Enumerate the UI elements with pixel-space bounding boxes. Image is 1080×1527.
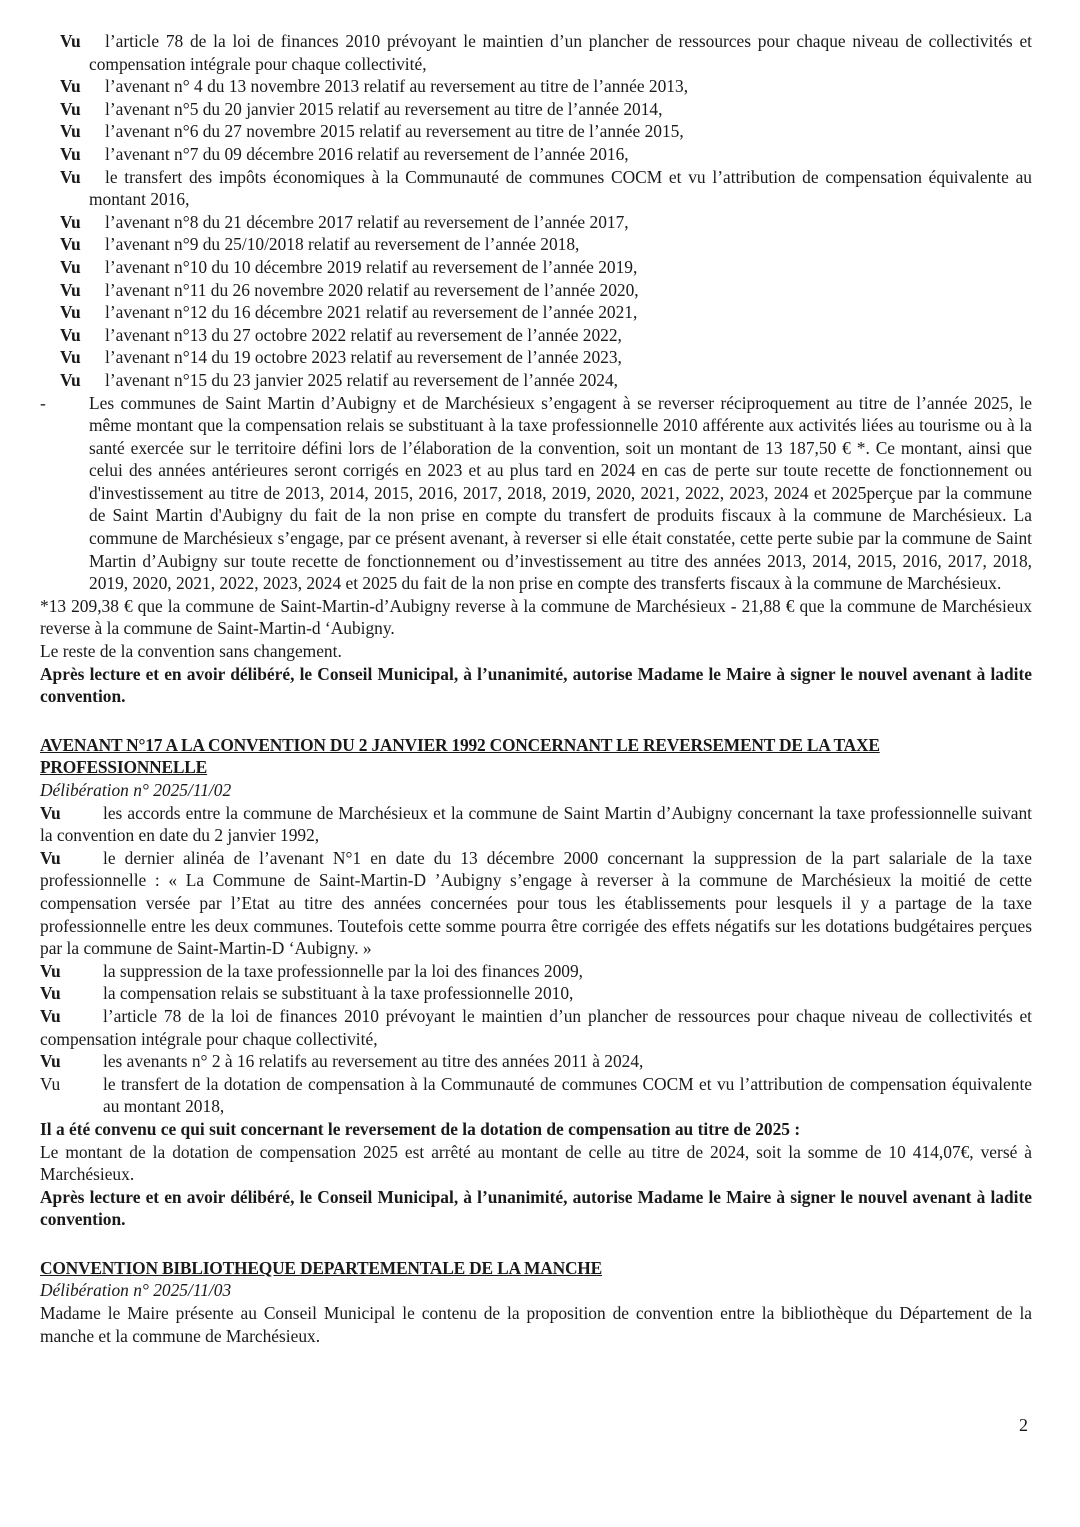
section-heading: CONVENTION BIBLIOTHEQUE DEPARTEMENTALE DE LA MANCHE xyxy=(40,1257,603,1278)
clause-text: les accords entre la commune de Marchésieux et la commune de Saint Martin d’Aubigny concernant la taxe professionnelle suivant la convention en date du 2 janvier 1992, xyxy=(40,802,1032,846)
vu-clause xyxy=(60,30,1032,75)
vu-clause xyxy=(60,211,1032,234)
vu-label: Vu xyxy=(60,279,81,300)
clause-text: l’avenant n°5 du 20 janvier 2015 relatif au reversement au titre de l’année 2014, xyxy=(105,98,663,119)
vu-clause xyxy=(60,120,1032,143)
vu-label: Vu xyxy=(60,347,81,368)
clause-text: l’avenant n°7 du 09 décembre 2016 relatif au reversement de l’année 2016, xyxy=(105,143,629,164)
vu-label: Vu xyxy=(60,211,81,232)
clause-text: le dernier alinéa de l’avenant N°1 en date du 13 décembre 2000 concernant la suppression de la part salariale de la taxe professionnelle : « La Commune de Saint-Martin-D ’Aubigny s’engage à reverser à la commune de Marchésieux la moitié de cette compensation versée par l’Etat au titre des années concernées pour tous les établissements pour lesquels il y a partage de la taxe professionnelle entre les deux communes. Toutefois cette somme pourra être corrigée des effets négatifs sur les dotations budgétaires perçues par la commune de Saint-Martin-D ‘Aubigny. » xyxy=(40,847,1032,959)
vu-label: Vu xyxy=(60,76,81,97)
vu-label: Vu xyxy=(40,1073,61,1094)
vu-clause xyxy=(60,98,1032,121)
vu-clause xyxy=(40,982,1032,1005)
vu-clause xyxy=(60,301,1032,324)
clause-text: l’avenant n°8 du 21 décembre 2017 relatif au reversement de l’année 2017, xyxy=(105,211,629,232)
vu-label: Vu xyxy=(40,802,61,823)
clause-text: l’avenant n°10 du 10 décembre 2019 relatif au reversement de l’année 2019, xyxy=(105,256,638,277)
vu-label: Vu xyxy=(60,143,81,164)
vu-label: Vu xyxy=(60,302,81,323)
vu-clause xyxy=(40,960,1032,983)
vu-label: Vu xyxy=(60,234,81,255)
paragraph: Madame le Maire présente au Conseil Municipal le contenu de la proposition de convention entre la bibliothèque du Département de la manche et la commune de Marchésieux. xyxy=(40,1303,1032,1346)
decision-text: Après lecture et en avoir délibéré, le Conseil Municipal, à l’unanimité, autorise Madame le Maire à signer le nouvel avenant à ladite convention. xyxy=(40,663,1032,707)
vu-clause xyxy=(60,75,1032,98)
vu-label: Vu xyxy=(60,31,81,51)
vu-clause xyxy=(60,166,1032,211)
vu-clause xyxy=(40,1050,1032,1073)
decision-text: Il a été convenu ce qui suit concernant le reversement de la dotation de compensation au titre de 2025 : xyxy=(40,1118,801,1139)
vu-label: Vu xyxy=(40,847,61,868)
vu-label: Vu xyxy=(60,121,81,142)
vu-label: Vu xyxy=(60,256,81,277)
document-page xyxy=(40,30,1032,1347)
vu-clause xyxy=(40,847,1032,960)
paragraph: *13 209,38 € que la commune de Saint-Martin-d’Aubigny reverse à la commune de Marchésieux - 21,88 € que la commune de Marchésieux reverse à la commune de Saint-Martin-d ‘Aubigny. xyxy=(40,595,1032,639)
clause-text: les avenants n° 2 à 16 relatifs au reversement au titre des années 2011 à 2024, xyxy=(103,1051,644,1072)
clause-text: l’article 78 de la loi de finances 2010 prévoyant le maintien d’un plancher de ressources pour chaque niveau de collectivités et compensation intégrale pour chaque collectivité, xyxy=(40,1005,1032,1049)
clause-text: la suppression de la taxe professionnelle par la loi des finances 2009, xyxy=(103,960,584,981)
clause-text: l’avenant n°9 du 25/10/2018 relatif au reversement de l’année 2018, xyxy=(105,234,580,255)
vu-clause xyxy=(60,256,1032,279)
paragraph: Le montant de la dotation de compensation 2025 est arrêté au montant de celle au titre de 2024, soit la somme de 10 414,07€, versé à Marchésieux. xyxy=(40,1141,1032,1185)
vu-label: Vu xyxy=(40,983,61,1004)
paragraph: Le reste de la convention sans changement. xyxy=(40,641,342,662)
clause-text: l’avenant n° 4 du 13 novembre 2013 relatif au reversement au titre de l’année 2013, xyxy=(105,76,689,97)
clause-text: l’avenant n°13 du 27 octobre 2022 relatif au reversement de l’année 2022, xyxy=(105,324,622,345)
vu-label: Vu xyxy=(40,1005,61,1026)
list-item xyxy=(40,392,1032,595)
vu-label: Vu xyxy=(40,960,61,981)
vu-label: Vu xyxy=(60,324,81,345)
vu-clause xyxy=(60,233,1032,256)
vu-clause xyxy=(60,279,1032,302)
clause-text: l’article 78 de la loi de finances 2010 prévoyant le maintien d’un plancher de ressources pour chaque niveau de collectivités et compensation intégrale pour chaque collectivité, xyxy=(89,31,1032,74)
deliberation-number: Délibération n° 2025/11/02 xyxy=(40,780,232,800)
bullet-dash: - xyxy=(40,392,46,413)
clause-text: l’avenant n°15 du 23 janvier 2025 relatif au reversement de l’année 2024, xyxy=(105,369,619,390)
decision-text: Après lecture et en avoir délibéré, le Conseil Municipal, à l’unanimité, autorise Madame le Maire à signer le nouvel avenant à ladite convention. xyxy=(40,1186,1032,1230)
clause-text: l’avenant n°12 du 16 décembre 2021 relatif au reversement de l’année 2021, xyxy=(105,302,638,323)
vu-label: Vu xyxy=(60,98,81,119)
section-heading: AVENANT N°17 A LA CONVENTION DU 2 JANVIER 1992 CONCERNANT LE REVERSEMENT DE LA TAXE PROFESSIONNELLE xyxy=(40,734,880,778)
deliberation-number: Délibération n° 2025/11/03 xyxy=(40,1280,232,1301)
clause-text: le transfert de la dotation de compensation à la Communauté de communes COCM et vu l’attribution de compensation équivalente au montant 2018, xyxy=(103,1073,1032,1117)
clause-text: la compensation relais se substituant à la taxe professionnelle 2010, xyxy=(103,983,574,1004)
vu-clause xyxy=(40,1005,1032,1050)
page-number: 2 xyxy=(1019,1415,1028,1435)
vu-label: Vu xyxy=(60,369,81,390)
clause-text: l’avenant n°11 du 26 novembre 2020 relatif au reversement de l’année 2020, xyxy=(105,279,639,300)
vu-clause xyxy=(40,1073,1032,1118)
vu-clause xyxy=(60,346,1032,369)
clause-text: l’avenant n°14 du 19 octobre 2023 relatif au reversement de l’année 2023, xyxy=(105,347,622,368)
clause-text: l’avenant n°6 du 27 novembre 2015 relatif au reversement au titre de l’année 2015, xyxy=(105,121,684,142)
vu-clause xyxy=(60,143,1032,166)
vu-clause xyxy=(60,324,1032,347)
vu-label: Vu xyxy=(40,1051,61,1072)
vu-clause xyxy=(60,369,1032,392)
clause-text: Les communes de Saint Martin d’Aubigny et de Marchésieux s’engagent à se reverser réciproquement au titre de l’année 2025, le même montant que la compensation relais se substituant à la taxe professionnelle 2010 afférente aux activités liées au tourisme ou à la santé exercée sur le territoire défini lors de l’élaboration de la convention, soit un montant de 13 187,50 € *. Ce montant, ainsi que celui des années antérieures seront corrigés en 2023 et au plus tard en 2024 en cas de perte sur toute recette de fonctionnement ou d'investissement au titre de 2013, 2014, 2015, 2016, 2017, 2018, 2019, 2020, 2021, 2022, 2023, 2024 et 2025perçue par la commune de Saint Martin d'Aubigny du fait de la non prise en compte du transfert de produits fiscaux à la commune de Marchésieux. La commune de Marchésieux s’engage, par ce présent avenant, à reverser si elle était constatée, cette perte subie par la commune de Saint Martin d’Aubigny sur toute recette de fonctionnement ou d’investissement au titre des années 2013, 2014, 2015, 2016, 2017, 2018, 2019, 2020, 2021, 2022, 2023, 2024 et 2025 du fait de la non prise en compte des transferts fiscaux à la commune de Marchésieux. xyxy=(89,392,1032,594)
vu-label: Vu xyxy=(60,166,81,187)
clause-text: le transfert des impôts économiques à la Communauté de communes COCM et vu l’attribution de compensation équivalente au montant 2016, xyxy=(89,166,1032,210)
vu-clause xyxy=(40,802,1032,847)
